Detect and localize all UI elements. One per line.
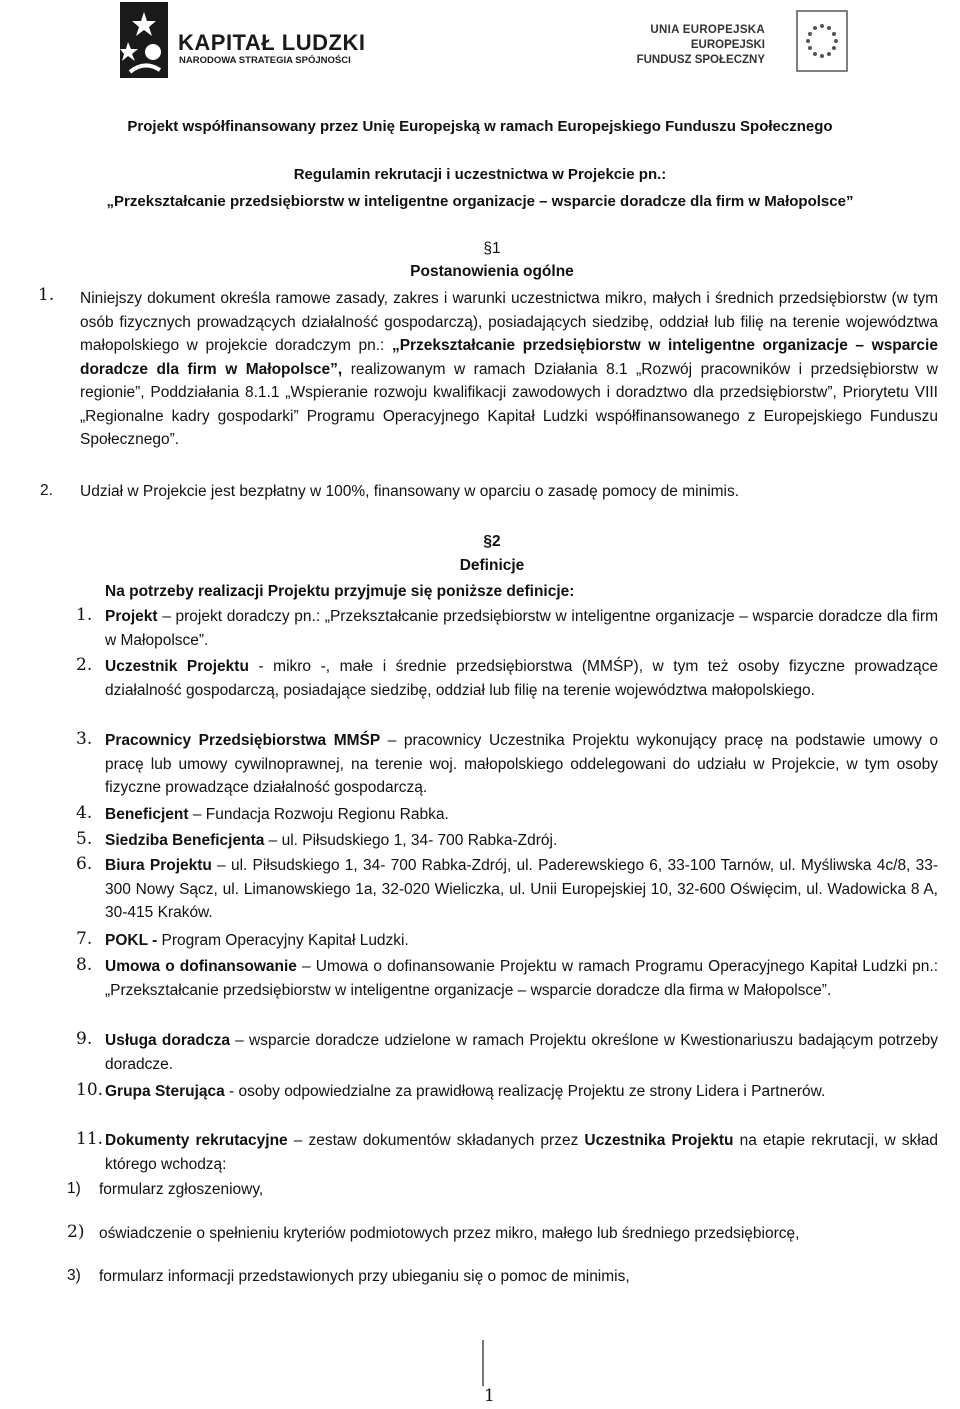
definition-term: Siedziba Beneficjenta — [105, 832, 265, 849]
definition-number: 2. — [76, 655, 93, 675]
definition-number: 9. — [76, 1029, 93, 1049]
definition-term: Biura Projektu — [105, 857, 212, 874]
eu-flag-icon — [796, 10, 848, 72]
eu-logo-line1: UNIA EUROPEJSKA — [650, 24, 765, 36]
definition-number: 3. — [76, 729, 93, 749]
sub-item-number: 2) — [67, 1222, 85, 1242]
kapital-ludzki-subtitle: NARODOWA STRATEGIA SPÓJNOŚCI — [179, 55, 351, 66]
section-1-item-1-project-name: „Przekształcanie przedsiębiorstw w inteligentne organizacje – wsparcie doradcze dla firm w Małopolsce”, — [80, 337, 938, 378]
definition-text: – projekt doradczy pn.: „Przekształcanie przedsiębiorstw w inteligentne organizacje – wsparcie doradcze dla firm w Małopolsce”. — [105, 608, 938, 649]
definition-number: 11. — [76, 1129, 104, 1149]
cofinancing-note: Projekt współfinansowany przez Unię Europejską w ramach Europejskiego Funduszu Społecznego — [127, 118, 833, 135]
definition-text: na etapie rekrutacji, w skład którego wchodzą: — [105, 1132, 938, 1173]
definition-text: Program Operacyjny Kapitał Ludzki. — [157, 932, 409, 949]
definition-item — [105, 1029, 938, 1076]
section-2-heading: Definicje — [459, 557, 525, 574]
definition-number: 4. — [76, 803, 93, 823]
definition-item — [105, 655, 938, 702]
section-1-item-1 — [80, 287, 938, 452]
definition-item — [105, 955, 938, 1002]
sub-item-text: formularz informacji przedstawionych przy ubieganiu się o pomoc de minimis, — [99, 1268, 630, 1285]
section-1-number: §1 — [483, 240, 501, 257]
definition-number: 8. — [76, 955, 93, 975]
definition-term: Pracownicy Przedsiębiorstwa MMŚP — [105, 732, 381, 749]
page-number: 1 — [484, 1386, 495, 1406]
definition-number: 10. — [76, 1080, 104, 1100]
section-1-item-2-number: 2. — [40, 482, 53, 499]
definition-text: – pracownicy Uczestnika Projektu wykonujący pracę na podstawie umowy o pracę lub umowy cywilnoprawnej, na terenie woj. małopolskiego oddelegowani do udziału w Projekcie, w tym osoby fizyczne prowadzące działalność gospodarczą. — [105, 732, 938, 796]
definition-term: Dokumenty rekrutacyjne — [105, 1132, 288, 1149]
sub-item-number: 3) — [67, 1267, 81, 1284]
definition-item-11 — [105, 1129, 938, 1176]
section-1-item-2-text: Udział w Projekcie jest bezpłatny w 100%, finansowany w oparciu o zasadę pomocy de minimis. — [80, 483, 740, 500]
definition-item — [105, 729, 938, 800]
definition-term: Uczestnik Projektu — [105, 658, 249, 675]
definition-term: Grupa Sterująca — [105, 1083, 225, 1100]
definition-term: Usługa doradcza — [105, 1032, 230, 1049]
definition-item — [105, 803, 938, 827]
definition-number: 1. — [76, 605, 93, 625]
definition-text: – wsparcie doradcze udzielone w ramach Projektu określone w Kwestionariuszu badającym potrzeby doradcze. — [105, 1032, 938, 1073]
definition-text: – ul. Piłsudskiego 1, 34- 700 Rabka-Zdrój, ul. Paderewskiego 6, 33-100 Tarnów, ul. Myśliwska 4c/8, 33-300 Nowy Sącz, ul. Limanowskiego 1a, 32-020 Wieliczka, ul. Unii Europejskiej 10, 32-600 Oświęcim, ul. Wadowicka 8 A, 30-415 Kraków. — [105, 857, 938, 921]
definition-term: POKL - — [105, 932, 158, 949]
definition-text: - osoby odpowiedzialne za prawidłową realizację Projektu ze strony Lidera i Partnerów. — [224, 1083, 826, 1100]
page-divider — [482, 1340, 484, 1386]
definition-term-participant: Uczestnika Projektu — [584, 1132, 734, 1149]
definition-item — [105, 854, 938, 925]
definition-term: Projekt — [105, 608, 158, 625]
section-2-number: §2 — [483, 533, 501, 550]
regulation-title-line2: „Przekształcanie przedsiębiorstw w inteligentne organizacje – wsparcie doradcze dla firm w Małopolsce” — [106, 193, 854, 210]
definition-text: – Fundacja Rozwoju Regionu Rabka. — [188, 806, 449, 823]
definition-item — [105, 605, 938, 652]
kapital-ludzki-emblem-icon — [120, 2, 168, 78]
section-1-item-1-text: Niniejszy dokument określa ramowe zasady, zakres i warunki uczestnictwa mikro, małych i średnich przedsiębiorstw (w tym osób fizycznych prowadzących działalność gospodarczą), posiadających siedzibę, oddział lub filię na terenie województwa małopolskiego w projekcie doradczym pn.: — [80, 290, 938, 354]
eu-logo-line2: EUROPEJSKI — [690, 39, 765, 51]
definition-term: Beneficjent — [105, 806, 189, 823]
eu-logo-line3: FUNDUSZ SPOŁECZNY — [636, 54, 765, 66]
definition-text: – zestaw dokumentów składanych przez — [287, 1132, 585, 1149]
kapital-ludzki-logo — [120, 2, 380, 80]
definition-text: – ul. Piłsudskiego 1, 34- 700 Rabka-Zdrój. — [264, 832, 558, 849]
kapital-ludzki-brand: KAPITAŁ LUDZKI — [178, 30, 366, 55]
section-1-item-1-number: 1. — [38, 285, 55, 305]
eu-logo — [636, 10, 850, 74]
section-2-intro: Na potrzeby realizacji Projektu przyjmuje się poniższe definicje: — [105, 583, 575, 600]
definition-item — [105, 929, 938, 953]
definition-number: 5. — [76, 829, 93, 849]
definition-number: 6. — [76, 854, 93, 874]
definition-term: Umowa o dofinansowanie — [105, 958, 297, 975]
definition-item — [105, 829, 938, 853]
definition-item — [105, 1080, 938, 1104]
section-1-heading: Postanowienia ogólne — [410, 263, 574, 280]
definition-text: - mikro -, małe i średnie przedsiębiorstwa (MMŚP), w tym też osoby fizyczne prowadzące działalność gospodarczą, posiadające siedzibę, oddział lub filię na terenie województwa małopolskiego. — [105, 658, 938, 699]
definition-text: – Umowa o dofinansowanie Projektu w ramach Programu Operacyjnego Kapitał Ludzki pn.: „Przekształcanie przedsiębiorstw w inteligentne organizacje – wsparcie doradcze dla firma w Małopolsce”. — [105, 958, 938, 999]
section-1-item-1-rest: realizowanym w ramach Działania 8.1 „Rozwój pracowników i przedsiębiorstw w regionie”, Poddziałania 8.1.1 „Wspieranie rozwoju kwalifikacji zawodowych i doradztwo dla przedsiębiorstw”, Priorytetu VIII „Regionalne kadry gospodarki” Programu Operacyjnego Kapitał Ludzki współfinansowanego z Europejskiego Funduszu Społecznego”. — [80, 360, 938, 448]
sub-item-text: oświadczenie o spełnieniu kryteriów podmiotowych przez mikro, małego lub średniego przedsiębiorcę, — [99, 1225, 800, 1242]
regulation-title-line1: Regulamin rekrutacji i uczestnictwa w Projekcie pn.: — [293, 166, 667, 183]
sub-item-text: formularz zgłoszeniowy, — [99, 1181, 264, 1198]
definition-number: 7. — [76, 929, 93, 949]
sub-item-number: 1) — [67, 1180, 81, 1197]
